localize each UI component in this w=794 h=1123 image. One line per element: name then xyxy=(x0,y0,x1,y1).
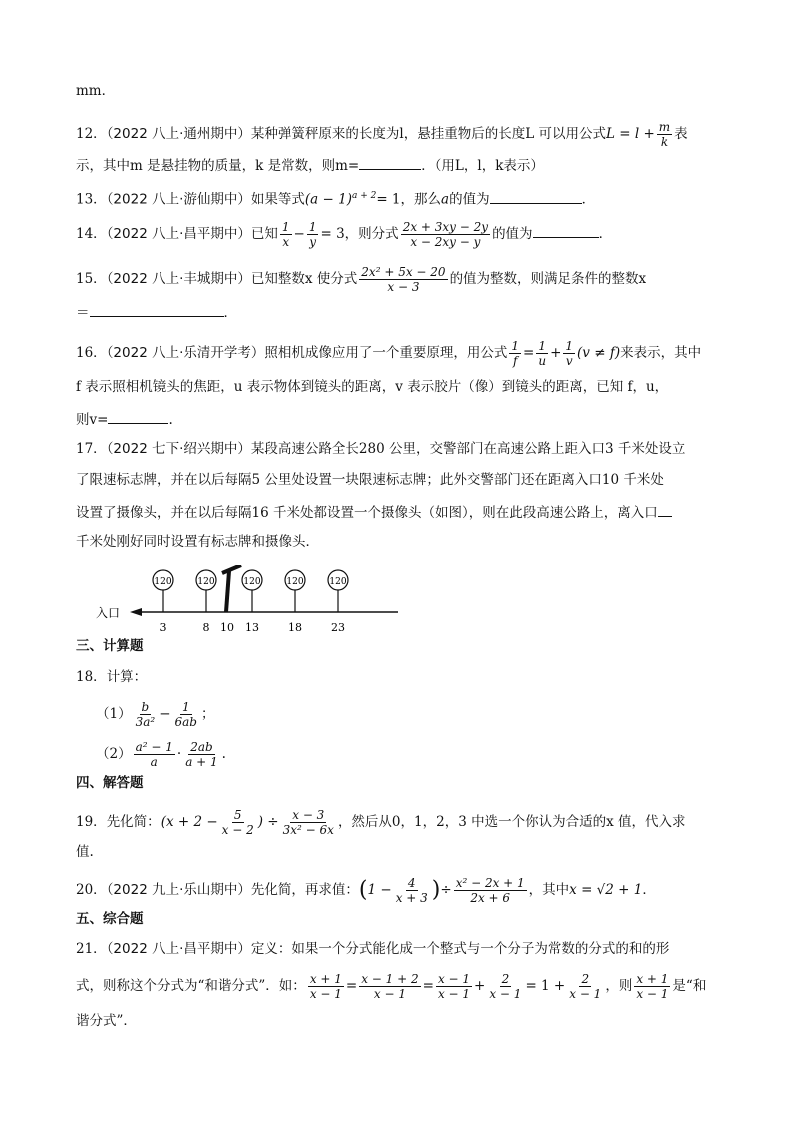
camera-km-label: 10 xyxy=(220,621,234,634)
denominator: x − 1 xyxy=(569,987,602,1001)
question-21-line2 xyxy=(76,972,706,1001)
section-heading: 五、综合题 xyxy=(76,911,144,927)
fraction xyxy=(220,808,256,837)
question-text: 如果等式 xyxy=(250,191,305,208)
fraction xyxy=(563,339,575,368)
sign-km-label: 3 xyxy=(159,621,167,634)
question-text: = 3，则分式 xyxy=(320,226,399,242)
question-text: 先化简： xyxy=(106,814,161,830)
question-source: （2022 八上·昌平期中） xyxy=(106,226,251,242)
camera-icon xyxy=(222,565,241,573)
paren: ) xyxy=(431,877,441,903)
denominator: u xyxy=(538,354,547,368)
question-text: . xyxy=(221,746,226,762)
question-number: 16． xyxy=(76,345,107,361)
denominator: v xyxy=(565,354,573,368)
question-12 xyxy=(76,120,688,149)
question-text: 先化简，再求值： xyxy=(250,882,359,898)
speed-limit-label: 120 xyxy=(286,577,304,587)
question-number: 17． xyxy=(76,441,107,457)
question-text: 是“和 xyxy=(672,978,707,994)
question-13 xyxy=(76,187,595,209)
question-text: 照相机成像应用了一个重要原理，用公式 xyxy=(264,345,508,361)
paren: ( xyxy=(358,877,368,903)
sign-km-label: 13 xyxy=(245,621,259,634)
entrance-label: 入口 xyxy=(96,606,121,620)
numerator: 2x + 3xy − 2y xyxy=(402,220,489,234)
question-17-line3 xyxy=(76,502,672,522)
denominator: k xyxy=(660,135,669,149)
question-text: 已知整数x 使分式 xyxy=(250,271,358,287)
formula: (a − 1) xyxy=(304,191,352,208)
question-19 xyxy=(76,808,686,837)
fraction xyxy=(567,972,603,1001)
operator: + xyxy=(550,345,562,361)
operator: = xyxy=(422,978,434,994)
question-text: ＝ xyxy=(76,305,90,321)
denominator: x − 2 xyxy=(221,823,254,837)
question-text: 的值为 xyxy=(492,226,533,242)
signs-group xyxy=(153,570,348,634)
question-text: 某种弹簧秤原来的长度为 xyxy=(250,126,400,142)
speed-limit-sign xyxy=(153,570,173,634)
fraction xyxy=(280,220,292,249)
question-16 xyxy=(76,339,701,368)
answer-blank[interactable] xyxy=(533,223,599,238)
part-label: （2） xyxy=(96,746,132,762)
speed-limit-sign xyxy=(196,570,216,634)
question-text: ． xyxy=(642,882,656,898)
denominator: x − 1 xyxy=(636,987,669,1001)
formula: L = l + xyxy=(605,126,655,142)
speed-limit-label: 120 xyxy=(197,577,215,587)
question-number: 21． xyxy=(76,941,107,957)
numerator: 2 xyxy=(501,972,510,986)
denominator: x xyxy=(282,235,290,249)
question-text: 来表示，其中 xyxy=(620,345,702,361)
denominator: 2x + 6 xyxy=(470,891,511,905)
denominator: x − 1 xyxy=(489,987,522,1001)
numerator: 5 xyxy=(233,808,242,822)
section-heading: 三、计算题 xyxy=(76,638,144,654)
question-source: （2022 八上·乐清开学考） xyxy=(106,345,265,361)
question-text: ，则 xyxy=(605,978,633,994)
question-18-part2 xyxy=(96,740,226,769)
numerator: b xyxy=(141,700,150,714)
numerator: 4 xyxy=(407,876,416,890)
fraction xyxy=(134,700,158,729)
numerator: x + 1 xyxy=(636,972,669,986)
numerator: 1 xyxy=(181,700,190,714)
arrow-left-icon xyxy=(130,608,142,616)
fraction xyxy=(307,220,319,249)
fraction xyxy=(134,740,175,769)
highway-figure xyxy=(96,565,406,637)
denominator: x − 1 xyxy=(373,987,406,1001)
numerator: m xyxy=(658,120,671,134)
numerator: 1 xyxy=(308,220,317,234)
numerator: x − 1 xyxy=(437,972,471,986)
question-18-part1 xyxy=(96,700,215,729)
operator: − xyxy=(293,226,305,242)
formula: (x + 2 − xyxy=(160,814,218,830)
question-18 xyxy=(76,668,147,686)
operator: ÷ xyxy=(440,882,452,898)
denominator: a + 1 xyxy=(185,755,218,769)
denominator: x − 1 xyxy=(437,987,471,1001)
numerator: 2 xyxy=(581,972,590,986)
answer-blank[interactable] xyxy=(658,502,672,517)
sign-km-label: 18 xyxy=(288,621,302,634)
denominator: 3a² xyxy=(135,715,156,729)
numerator: x² − 2x + 1 xyxy=(455,876,525,890)
question-text: ． xyxy=(581,191,596,208)
denominator: x − 3 xyxy=(387,280,420,294)
operator: = 1 + xyxy=(525,978,566,994)
question-text: ，悬挂重物后的长度L 可以用公式 xyxy=(403,126,606,142)
question-text: ． xyxy=(598,226,613,242)
question-number: 18． xyxy=(76,669,107,685)
question-text: ，然后从0，1，2，3 中选一个你认为合适的x 值，代入求 xyxy=(337,814,686,830)
question-text: 示，其中m 是悬挂物的质量，k 是常数，则m= xyxy=(76,158,360,174)
speed-limit-label: 120 xyxy=(243,577,261,587)
question-source: （2022 八上·丰城期中） xyxy=(106,271,251,287)
question-21-line3: 谐分式”． xyxy=(76,1013,137,1029)
question-number: 13． xyxy=(76,191,107,208)
formula: (v ≠ f) xyxy=(577,345,621,361)
question-text: 表 xyxy=(674,126,688,142)
question-21 xyxy=(76,940,669,958)
fraction xyxy=(634,972,670,1001)
variable: l xyxy=(399,126,404,142)
question-text: 的值为 xyxy=(449,191,490,208)
fraction xyxy=(394,876,430,905)
operator: = xyxy=(523,345,535,361)
operator: · xyxy=(176,746,182,762)
question-text: . xyxy=(168,412,173,428)
variable: a xyxy=(441,191,450,208)
question-text: 则v= xyxy=(76,412,109,428)
fraction xyxy=(173,700,199,729)
answer-blank[interactable] xyxy=(108,409,168,424)
question-number: 20． xyxy=(76,882,107,898)
fraction xyxy=(454,876,527,905)
question-16-line3 xyxy=(76,409,173,429)
denominator: x + 3 xyxy=(395,891,428,905)
question-text: ，其中 xyxy=(528,882,570,898)
question-17-line4: 千米处刚好同时设置有标志牌和摄像头． xyxy=(76,534,319,550)
operator: = xyxy=(345,978,358,994)
denominator: x − 2xy − y xyxy=(410,235,481,249)
section-heading: 四、解答题 xyxy=(76,775,144,791)
question-text: 的值为整数，则满足条件的整数x xyxy=(449,271,647,287)
question-text: ．（用L，l，k表示） xyxy=(421,158,544,174)
fraction xyxy=(436,972,472,1001)
numerator: x + 1 xyxy=(309,972,342,986)
camera xyxy=(220,565,241,634)
sign-km-label: 23 xyxy=(331,621,345,634)
question-text: 计算： xyxy=(106,669,148,685)
denominator: a xyxy=(150,755,158,769)
question-number: 19． xyxy=(76,814,107,830)
question-text: 某段高速公路全长280 公里，交警部门在高速公路上距入口3 千米处设立 xyxy=(250,441,686,457)
question-19-line2: 值. xyxy=(76,844,94,860)
camera-pole xyxy=(226,571,229,612)
question-17 xyxy=(76,440,685,458)
question-text: 式，则称这个分式为“和谐分式”．如： xyxy=(76,978,306,994)
question-text: ； xyxy=(201,706,215,722)
formula: x = √2 + 1 xyxy=(569,882,643,898)
question-text: 设置了摄像头，并在以后每隔16 千米处都设置一个摄像头（如图），则在此段高速公路上，离入口 xyxy=(76,505,658,521)
fraction xyxy=(536,339,548,368)
sign-km-label: 8 xyxy=(202,621,210,634)
numerator: 1 xyxy=(538,339,547,353)
fraction xyxy=(487,972,523,1001)
fraction xyxy=(401,220,490,249)
speed-limit-label: 120 xyxy=(154,577,172,587)
denominator: f xyxy=(512,354,518,368)
question-text: = 1，那么 xyxy=(376,191,442,208)
question-source: （2022 八上·游仙期中） xyxy=(106,191,251,208)
formula: 1 − xyxy=(367,882,392,898)
numerator: x − 1 + 2 xyxy=(361,972,419,986)
speed-limit-sign xyxy=(285,570,305,634)
question-14 xyxy=(76,220,612,249)
question-15 xyxy=(76,265,646,294)
question-source: （2022 八上·昌平期中） xyxy=(106,941,251,957)
speed-limit-sign xyxy=(242,570,262,634)
question-12-line2 xyxy=(76,155,544,175)
answer-blank[interactable] xyxy=(90,302,224,317)
question-text: ． xyxy=(223,305,237,321)
numerator: x − 3 xyxy=(292,808,325,822)
question-number: 12． xyxy=(76,126,107,142)
question-text: 已知 xyxy=(250,226,278,242)
fraction xyxy=(183,740,219,769)
numerator: 1 xyxy=(511,339,520,353)
part-label: （1） xyxy=(96,706,132,722)
fraction xyxy=(359,265,447,294)
speed-limit-sign xyxy=(328,570,348,634)
denominator: y xyxy=(309,235,317,249)
denominator: 6ab xyxy=(174,715,197,729)
fraction xyxy=(509,339,521,368)
answer-blank[interactable] xyxy=(490,189,582,204)
page-fragment: mm． xyxy=(76,83,116,99)
denominator: x − 1 xyxy=(309,987,342,1001)
question-20 xyxy=(76,876,656,905)
question-number: 15． xyxy=(76,271,107,287)
question-number: 14． xyxy=(76,226,107,242)
operator: − xyxy=(159,706,171,722)
question-17-line2: 了限速标志牌，并在以后每隔5 公里处设置一块限速标志牌；此外交警部门还在距离入口10 千米处 xyxy=(76,472,664,488)
fraction xyxy=(657,120,672,149)
speed-limit-label: 120 xyxy=(329,577,347,587)
fraction xyxy=(281,808,336,837)
question-16-line2: f 表示照相机镜头的焦距，u 表示物体到镜头的距离，v 表示胶片（像）到镜头的距离，已知 f，u， xyxy=(76,379,669,395)
formula: ) ÷ xyxy=(257,814,279,830)
question-text: 定义：如果一个分式能化成一个整式与一个分子为常数的分式的和的形 xyxy=(250,941,670,957)
question-source: （2022 九上·乐山期中） xyxy=(106,882,251,898)
numerator: 2ab xyxy=(190,740,213,754)
numerator: 1 xyxy=(281,220,290,234)
numerator: 1 xyxy=(565,339,574,353)
fraction xyxy=(359,972,420,1001)
exponent: a + 2 xyxy=(351,191,377,201)
fraction xyxy=(308,972,344,1001)
numerator: a² − 1 xyxy=(135,740,173,754)
question-source: （2022 七下·绍兴期中） xyxy=(106,441,251,457)
numerator: 2x² + 5x − 20 xyxy=(361,265,446,279)
operator: + xyxy=(474,978,486,994)
question-source: （2022 八上·通州期中） xyxy=(106,126,251,142)
denominator: 3x² − 6x xyxy=(282,823,334,837)
answer-blank[interactable] xyxy=(359,155,421,170)
question-15-line2 xyxy=(76,302,237,322)
